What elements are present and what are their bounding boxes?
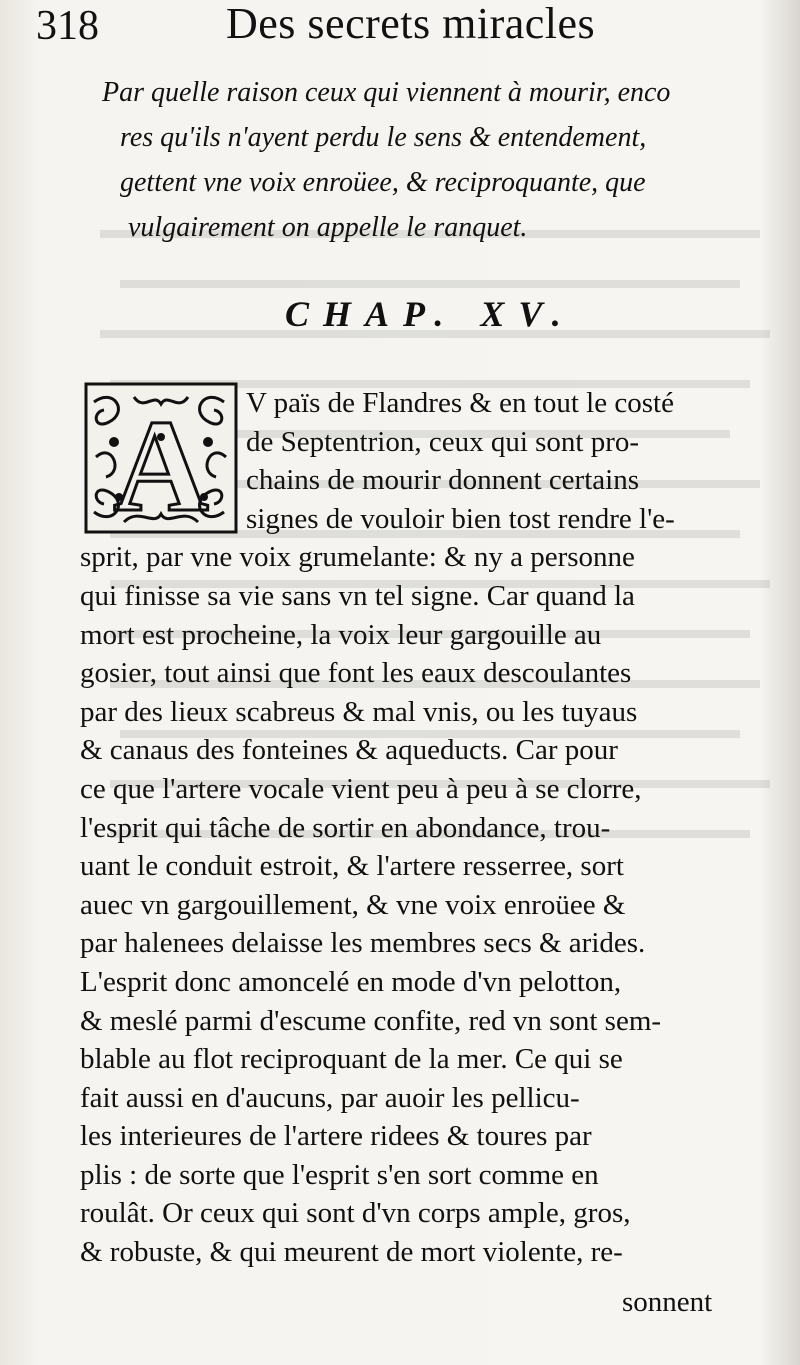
body-line: & canaus des fonteines & aqueducts. Car pour xyxy=(80,734,618,767)
body-line: V païs de Flandres & en tout le costé xyxy=(246,387,674,419)
body-line: & robuste, & qui meurent de mort violente, re- xyxy=(80,1236,623,1269)
body-line: & meslé parmi d'escume confite, red vn sont sem- xyxy=(80,1004,662,1037)
body-line: par halenees delaisse les membres secs & arides. xyxy=(80,927,646,960)
body-line: par des lieux scabreus & mal vnis, ou les tuyaus xyxy=(80,695,638,728)
body-line: auec vn gargouillement, & vne voix enroüee & xyxy=(80,888,626,921)
body-line: gosier, tout ainsi que font les eaux descoulantes xyxy=(80,657,632,690)
body-line: mort est procheine, la voix leur gargouille au xyxy=(80,618,602,651)
chapter-title-line: Par quelle raison ceux qui viennent à mourir, enco xyxy=(102,77,671,108)
page-header xyxy=(36,0,776,54)
body-text xyxy=(80,384,770,1272)
body-line: chains de mourir donnent certains xyxy=(246,464,639,497)
body-line: de Septentrion, ceux qui sont pro- xyxy=(246,425,640,458)
chapter-title-line: vulgairement on appelle le ranquet. xyxy=(128,212,528,243)
body-line: les interieures de l'artere ridees & toures par xyxy=(80,1120,592,1153)
body-line: signes de vouloir bien tost rendre l'e- xyxy=(246,502,675,535)
page-number: 318 xyxy=(36,3,99,49)
body-line: qui finisse sa vie sans vn tel signe. Car quand la xyxy=(80,579,635,612)
body-line: l'esprit qui tâche de sortir en abondance, trou- xyxy=(80,811,611,844)
running-head: Des secrets miracles xyxy=(226,0,596,48)
chapter-title xyxy=(92,70,772,250)
chapter-heading: CHAP. XV. xyxy=(285,294,575,334)
dropcap-letter: A xyxy=(113,392,209,534)
body-line: fait aussi en d'aucuns, par auoir les pellicu- xyxy=(80,1081,580,1114)
body-line: blable au flot reciproquant de la mer. Ce qui se xyxy=(80,1043,623,1076)
body-line: uant le conduit estroit, & l'artere resserree, sort xyxy=(80,850,624,883)
body-line: L'esprit donc amoncelé en mode d'vn pelotton, xyxy=(80,965,622,998)
body-line: sprit, par vne voix grumelante: & ny a personne xyxy=(80,541,635,574)
body-line: roulât. Or ceux qui sont d'vn corps ample, gros, xyxy=(80,1197,631,1230)
body-line: plis : de sorte que l'esprit s'en sort comme en xyxy=(80,1158,599,1191)
catchword: sonnent xyxy=(622,1286,713,1318)
chapter-title-line: gettent vne voix enroüee, & reciproquante, que xyxy=(120,167,646,198)
chapter-title-line: res qu'ils n'ayent perdu le sens & entendement, xyxy=(120,122,647,153)
body-line: ce que l'artere vocale vient peu à peu à se clorre, xyxy=(80,772,642,805)
